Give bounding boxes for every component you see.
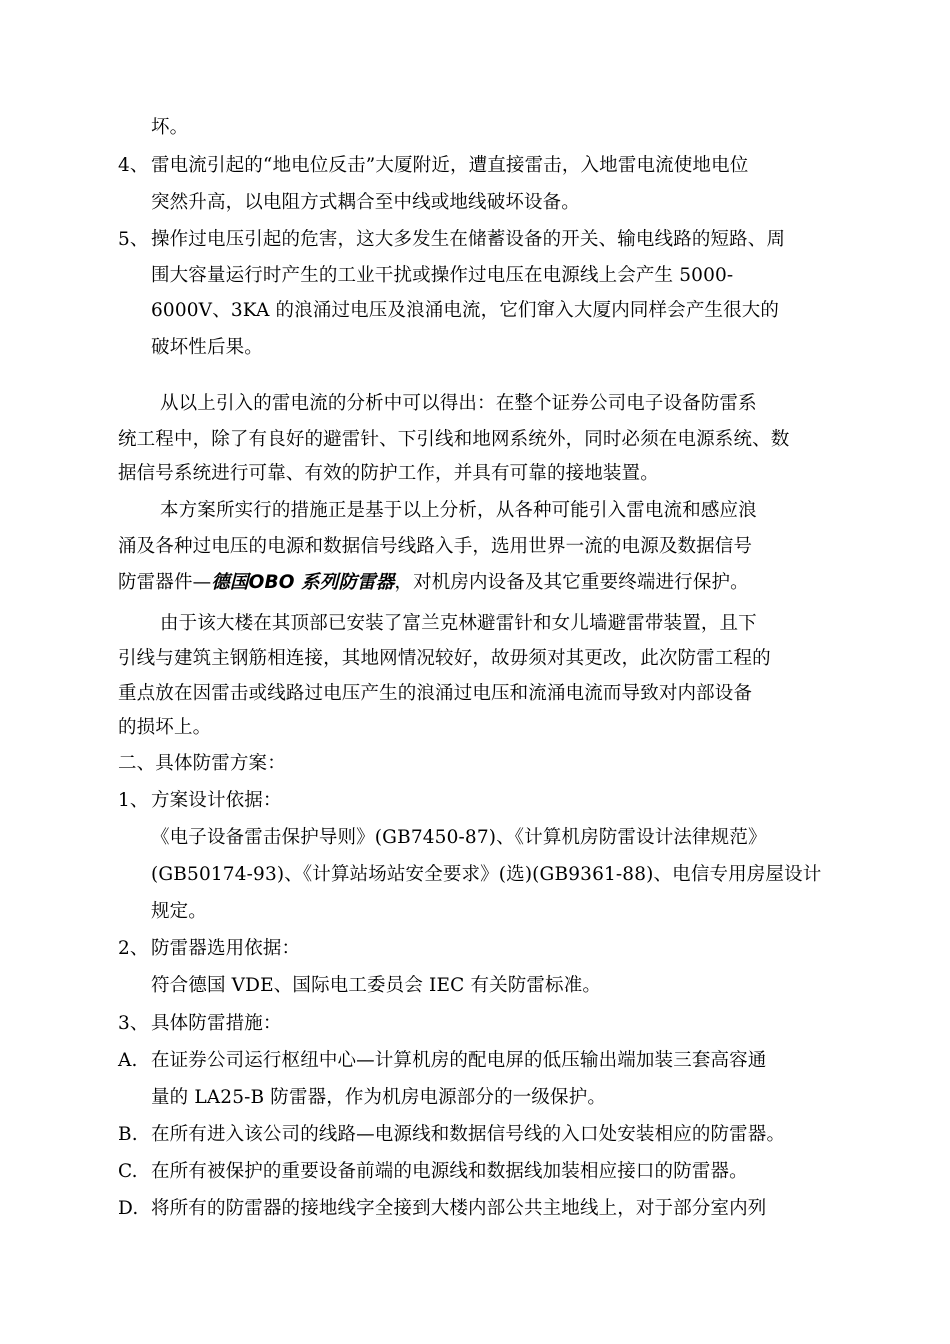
list-number: 5、 <box>118 229 149 250</box>
list-letter: B. <box>118 1124 138 1145</box>
text-line: 的损坏上。 <box>118 717 212 738</box>
list-number: 3、 <box>118 1013 149 1034</box>
text-line: (GB50174-93)、《计算站场站安全要求》(选)(GB9361-88)、电信专用房屋设计 <box>151 864 822 885</box>
sub-item-title: 防雷器选用依据： <box>151 938 301 959</box>
text-line: 重点放在因雷击或线路过电压产生的浪涌过电压和流涌电流而导致对内部设备 <box>118 683 753 704</box>
text-line: 突然升高，以电阻方式耦合至中线或地线破坏设备。 <box>151 192 580 213</box>
text-line: 围大容量运行时产生的工业干扰或操作过电压在电源线上会产生 5000- <box>151 265 734 286</box>
text-prefix: 防雷器件— <box>118 572 212 593</box>
text-line: 由于该大楼在其顶部已安装了富兰克林避雷针和女儿墙避雷带装置，且下 <box>160 613 757 634</box>
text-line-with-emphasis <box>118 571 749 595</box>
heading-text: 二、具体防雷方案： <box>118 753 286 774</box>
list-number: 2、 <box>118 938 149 959</box>
sub-item-title: 具体防雷措施： <box>151 1013 282 1034</box>
text-line: 雷电流引起的“地电位反击”大厦附近，遭直接雷击，入地雷电流使地电位 <box>151 155 749 176</box>
text-line: 规定。 <box>151 901 207 922</box>
text-line: 在证券公司运行枢纽中心—计算机房的配电屏的低压输出端加装三套高容通 <box>151 1050 767 1071</box>
text-line: 据信号系统进行可靠、有效的防护工作，并具有可靠的接地装置。 <box>118 463 659 484</box>
text-line: 在所有进入该公司的线路—电源线和数据信号线的入口处安装相应的防雷器。 <box>151 1124 786 1145</box>
list-letter: A. <box>118 1050 138 1071</box>
text-suffix: ，对机房内设备及其它重要终端进行保护。 <box>394 572 749 593</box>
text-line: 在所有被保护的重要设备前端的电源线和数据线加装相应接口的防雷器。 <box>151 1161 748 1182</box>
text-line: 操作过电压引起的危害，这大多发生在储蓄设备的开关、输电线路的短路、周 <box>151 229 786 250</box>
text-line: 量的 LA25-B 防雷器，作为机房电源部分的一级保护。 <box>151 1087 606 1108</box>
text-line: 从以上引入的雷电流的分析中可以得出：在整个证券公司电子设备防雷系 <box>160 393 757 414</box>
text-line: 《电子设备雷击保护导则》(GB7450-87)、《计算机房防雷设计法律规范》 <box>151 827 767 848</box>
text-line: 本方案所实行的措施正是基于以上分析，从各种可能引入雷电流和感应浪 <box>160 500 757 521</box>
text-line: 破坏性后果。 <box>151 337 263 358</box>
sub-item-title: 方案设计依据： <box>151 790 282 811</box>
list-number: 4、 <box>118 155 149 176</box>
text-line: 将所有的防雷器的接地线字全接到大楼内部公共主地线上，对于部分室内列 <box>151 1198 767 1219</box>
list-number: 1、 <box>118 790 149 811</box>
text-line: 涌及各种过电压的电源和数据信号线路入手，选用世界一流的电源及数据信号 <box>118 536 753 557</box>
text-line: 引线与建筑主钢筋相连接，其地网情况较好，故毋须对其更改，此次防雷工程的 <box>118 648 771 669</box>
text-line: 6000V、3KA 的浪涌过电压及浪涌电流，它们窜入大厦内同样会产生很大的 <box>151 300 780 321</box>
list-letter: D. <box>118 1198 139 1219</box>
text-line: 符合德国 VDE、国际电工委员会 IEC 有关防雷标准。 <box>151 975 602 996</box>
list-letter: C. <box>118 1161 138 1182</box>
text-line: 坏。 <box>151 117 189 138</box>
text-line: 统工程中，除了有良好的避雷针、下引线和地网系统外，同时必须在电源系统、数 <box>118 429 790 450</box>
product-name-emphasis: 德国OBO 系列防雷器 <box>211 572 395 593</box>
